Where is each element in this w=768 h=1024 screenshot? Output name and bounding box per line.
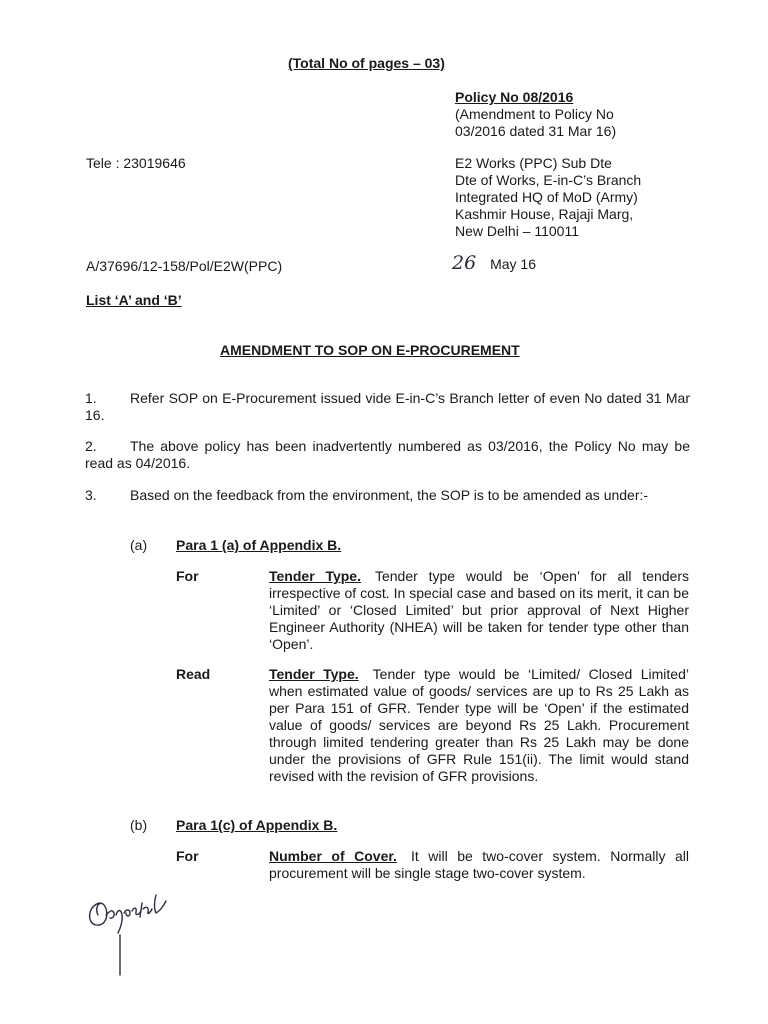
- read-label: Read: [176, 666, 211, 682]
- amendment-a-read-text: [269, 666, 689, 785]
- for-heading: Tender Type.: [269, 568, 361, 584]
- address-line-1: E2 Works (PPC) Sub Dte: [455, 155, 612, 171]
- address-block: [455, 155, 641, 240]
- for-label: For: [176, 848, 199, 864]
- for-body: It will be two-cover system. Normally all procurement will be single stage two-cover system.: [269, 848, 689, 881]
- paragraph-number: 1.: [85, 390, 97, 406]
- for-body: Tender type would be ‘Open’ for all tenders irrespective of cost. In special case and based on its merit, it can be ‘Limited’ or ‘Closed Limited’ but prior approval of Next Higher Engineer Authority (NHEA) will be taken for tender type other than ‘Open’.: [269, 568, 689, 652]
- address-line-5: New Delhi – 110011: [455, 223, 580, 239]
- telephone: Tele : 23019646: [86, 155, 186, 171]
- read-heading: Tender Type.: [269, 666, 359, 682]
- amendment-b-for-text: [269, 848, 689, 882]
- date-month-year: May 16: [490, 256, 536, 272]
- paragraph-3: [85, 487, 690, 504]
- paragraph-number: 2.: [85, 438, 97, 454]
- amendment-b-heading: Para 1(c) of Appendix B.: [176, 817, 338, 833]
- paragraph-1: [85, 390, 690, 424]
- date: [452, 252, 536, 274]
- address-line-2: Dte of Works, E-in-C’s Branch: [455, 172, 642, 188]
- total-pages: (Total No of pages – 03): [288, 55, 445, 71]
- document-title: AMENDMENT TO SOP ON E-PROCUREMENT: [220, 342, 520, 358]
- read-body: Tender type would be ‘Limited/ Closed Limited’ when estimated value of goods/ services are up to Rs 25 Lakh as per Para 151 of GFR. Tender type will be ‘Open’ if the estimated value of goods/ services are beyond Rs 25 Lakh. Procurement through limited tendering greater than Rs 25 Lakh may be done under the provisions of GFR Rule 151(ii). The limit would stand revised with the revision of GFR provisions.: [269, 666, 689, 784]
- handwritten-day: 26: [452, 252, 477, 274]
- distribution-list: List ‘A’ and ‘B’: [86, 292, 182, 308]
- amendment-note-line-2: 03/2016 dated 31 Mar 16): [455, 123, 617, 139]
- amendment-a-for-text: [269, 568, 689, 653]
- policy-number: Policy No 08/2016: [455, 89, 574, 105]
- paragraph-text: Based on the feedback from the environment, the SOP is to be amended as under:-: [130, 487, 649, 503]
- amendment-a-heading: Para 1 (a) of Appendix B.: [176, 537, 342, 553]
- address-line-3: Integrated HQ of MoD (Army): [455, 189, 638, 205]
- for-label: For: [176, 568, 199, 584]
- amendment-b-marker: (b): [130, 817, 148, 833]
- paragraph-2: [85, 438, 690, 472]
- paragraph-number: 3.: [85, 487, 97, 503]
- paragraph-text: The above policy has been inadvertently numbered as 03/2016, the Policy No may be read as 04/2016.: [85, 438, 690, 471]
- for-heading: Number of Cover.: [269, 848, 397, 864]
- amendment-a-marker: (a): [130, 537, 148, 553]
- amendment-note-line-1: (Amendment to Policy No: [455, 106, 614, 122]
- paragraph-text: Refer SOP on E-Procurement issued vide E-in-C’s Branch letter of even No dated 31 Mar 16.: [85, 390, 690, 423]
- policy-block: [455, 89, 616, 140]
- file-number: A/37696/12-158/Pol/E2W(PPC): [86, 258, 283, 274]
- address-line-4: Kashmir House, Rajaji Marg,: [455, 206, 634, 222]
- handwritten-signature: [80, 885, 190, 980]
